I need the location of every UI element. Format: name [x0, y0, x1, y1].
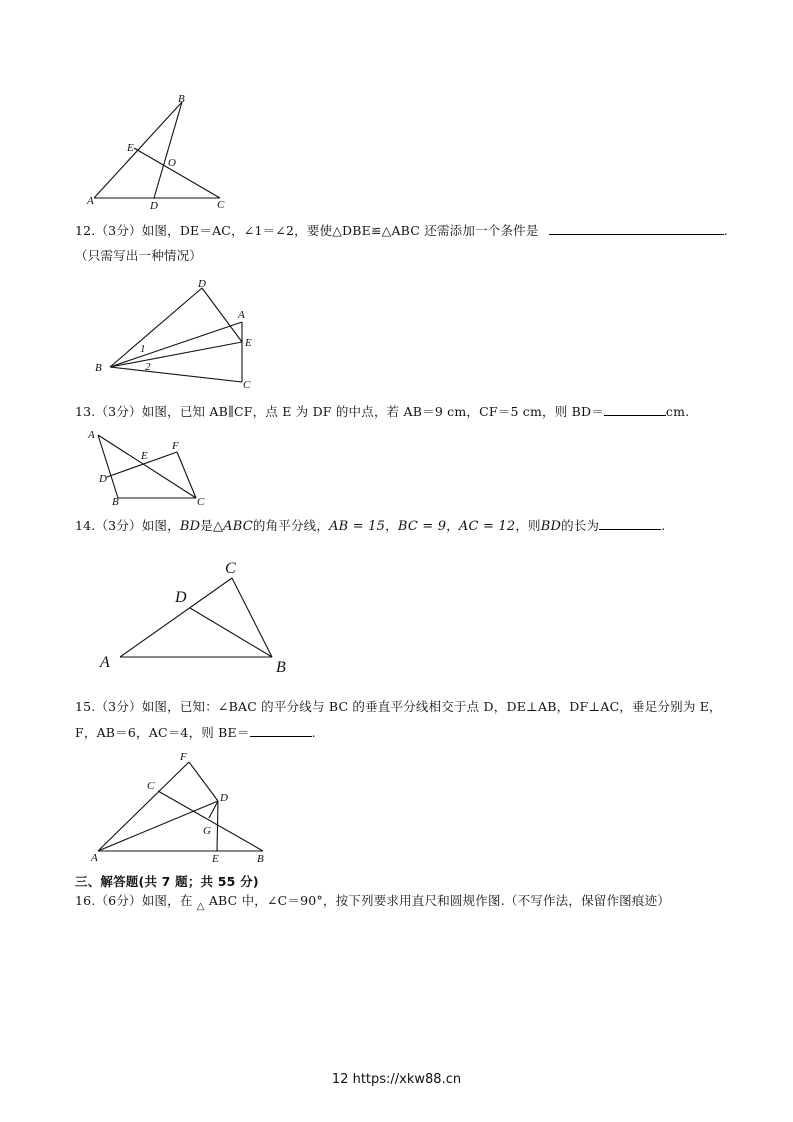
figure-q14	[99, 560, 286, 676]
point-label: B	[112, 496, 119, 508]
period: .	[661, 518, 666, 533]
segment	[110, 367, 242, 382]
point-label: D	[198, 278, 206, 290]
question-13	[75, 402, 689, 420]
page-footer	[0, 1072, 793, 1087]
question-prefix: 14.（3分）如图，	[75, 518, 180, 533]
text: 的长为	[561, 518, 600, 533]
page-number: 12	[331, 1072, 349, 1087]
question-12-note: （只需写出一种情况）	[75, 248, 203, 263]
figure-q12	[95, 278, 252, 391]
point-label: A	[238, 309, 245, 321]
question-text: 13.（3分）如图，已知 AB∥CF，点 E 为 DF 的中点，若 AB＝9 cm，CF＝5 cm，则 BD＝	[75, 404, 604, 419]
answer-blank[interactable]	[599, 517, 661, 530]
segment	[98, 435, 196, 498]
text: 则	[528, 518, 541, 533]
segment	[110, 288, 202, 367]
point-label: 1	[140, 343, 146, 355]
point-label: A	[87, 195, 94, 207]
figure-q13	[87, 429, 205, 508]
segment	[98, 801, 218, 851]
segment	[110, 342, 242, 367]
segment	[209, 801, 218, 818]
segment	[98, 762, 189, 851]
answer-blank[interactable]	[549, 222, 724, 235]
math-ab: AB = 15	[329, 519, 386, 534]
period: .	[723, 223, 728, 238]
footer-url: https://xkw88.cn	[352, 1072, 462, 1087]
point-label: G	[203, 825, 211, 837]
math-bc: BC = 9	[397, 519, 447, 534]
segment	[189, 762, 218, 801]
point-label: B	[257, 853, 264, 865]
text: 是	[200, 518, 213, 533]
point-label: D	[99, 473, 107, 485]
point-label: O	[168, 157, 176, 169]
point-label: B	[276, 659, 286, 676]
question-text: F，AB＝6，AC＝4，则 BE＝	[75, 725, 250, 740]
point-label: C	[197, 496, 205, 508]
triangle-symbol: △	[196, 901, 205, 912]
point-label: C	[217, 199, 225, 211]
segment	[158, 791, 263, 851]
question-text: 12.（3分）如图，DE＝AC，∠1＝∠2，要使△DBE≌△ABC 还需添加一个条件是	[75, 223, 539, 238]
segment	[98, 435, 118, 498]
point-label: C	[147, 780, 155, 792]
question-prefix: 16.（6分）如图，在	[75, 893, 193, 908]
point-label: D	[150, 200, 158, 212]
point-label: A	[88, 429, 95, 441]
point-label: B	[178, 93, 185, 105]
unit: cm.	[665, 404, 690, 419]
point-label: E	[127, 142, 134, 154]
figure-q11	[86, 93, 225, 212]
text: 的角平分线，	[252, 518, 330, 533]
section-title: 三、解答题(共 7 题；共 55 分)	[75, 874, 259, 889]
question-12	[75, 221, 728, 239]
point-label: E	[245, 337, 252, 349]
math-bd: BD	[179, 519, 201, 534]
point-label: A	[91, 852, 98, 864]
figure-q15	[90, 751, 264, 865]
math-bd: BD	[540, 519, 562, 534]
point-label: D	[220, 792, 228, 804]
point-label: 2	[145, 361, 151, 373]
segment	[110, 322, 242, 367]
math-ac: AC = 12	[458, 519, 516, 534]
answer-blank[interactable]	[250, 724, 312, 737]
question-16	[75, 891, 670, 912]
point-label: F	[172, 440, 179, 452]
point-label: E	[212, 853, 219, 865]
point-label: A	[100, 654, 110, 671]
answer-blank[interactable]	[604, 403, 666, 416]
math-triangle: △ABC	[212, 519, 253, 534]
point-label: C	[243, 379, 251, 391]
point-label: B	[95, 362, 102, 374]
point-label: C	[225, 560, 236, 577]
point-label: F	[180, 751, 187, 763]
period: .	[311, 725, 316, 740]
point-label: E	[141, 450, 148, 462]
segment	[154, 102, 182, 198]
segment	[177, 452, 196, 498]
question-15-line2	[75, 723, 316, 741]
segment	[217, 801, 218, 851]
point-label: D	[175, 589, 187, 606]
question-15-line1: 15.（3分）如图，已知：∠BAC 的平分线与 BC 的垂直平分线相交于点 D，DE⊥AB，DF⊥AC，垂足分别为 E，	[75, 699, 722, 714]
question-14: 14.（3分）如图，BD是△ABC的角平分线，AB = 15，BC = 9，AC = 12，则BD的长为 .	[75, 518, 666, 534]
segment	[134, 148, 220, 198]
question-text: ABC 中，∠C＝90°，按下列要求用直尺和圆规作图.（不写作法，保留作图痕迹）	[208, 893, 670, 908]
